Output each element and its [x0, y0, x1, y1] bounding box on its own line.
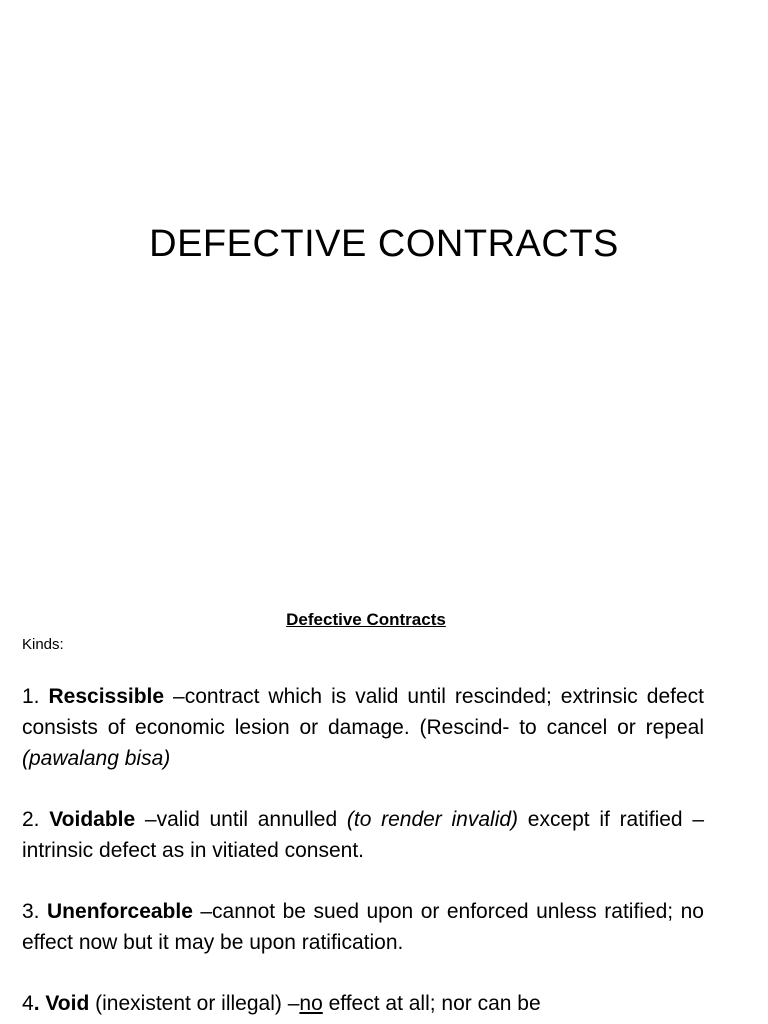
item-underlined-word: no	[299, 992, 323, 1015]
list-item-void	[22, 988, 704, 1019]
item-number: 4	[22, 992, 34, 1015]
item-number: 2.	[22, 808, 40, 831]
list-item-unenforceable	[22, 896, 704, 958]
item-term: Voidable	[49, 808, 136, 831]
slide-title: DEFECTIVE CONTRACTS	[149, 223, 619, 265]
item-text-continued: except if ratified –intrinsic defect as in vitiated consent.	[22, 808, 704, 862]
list-item-rescissible	[22, 681, 704, 774]
item-text: (inexistent or illegal) –	[89, 992, 300, 1015]
item-text: –contract which is valid until rescinded; extrinsic defect consists of economic lesion or damage. (Rescind- to cancel or repeal	[22, 685, 704, 739]
item-italic-note: (to render invalid)	[346, 808, 519, 831]
item-text: –cannot be sued upon or enforced unless ratified; no effect now but it may be upon ratification.	[22, 900, 704, 954]
item-italic-note: (pawalang bisa)	[22, 747, 171, 770]
item-term: Rescissible	[48, 685, 165, 708]
item-term: Unenforceable	[47, 900, 193, 923]
item-number: 1.	[22, 685, 40, 708]
kinds-label: Kinds:	[22, 636, 64, 653]
item-text-continued: effect at all; nor can be	[322, 992, 541, 1015]
section-heading: Defective Contracts	[286, 610, 446, 629]
item-text: –valid until annulled	[135, 808, 347, 831]
list-item-voidable	[22, 804, 704, 866]
item-number: 3.	[22, 900, 40, 923]
item-term: . Void	[33, 992, 90, 1015]
